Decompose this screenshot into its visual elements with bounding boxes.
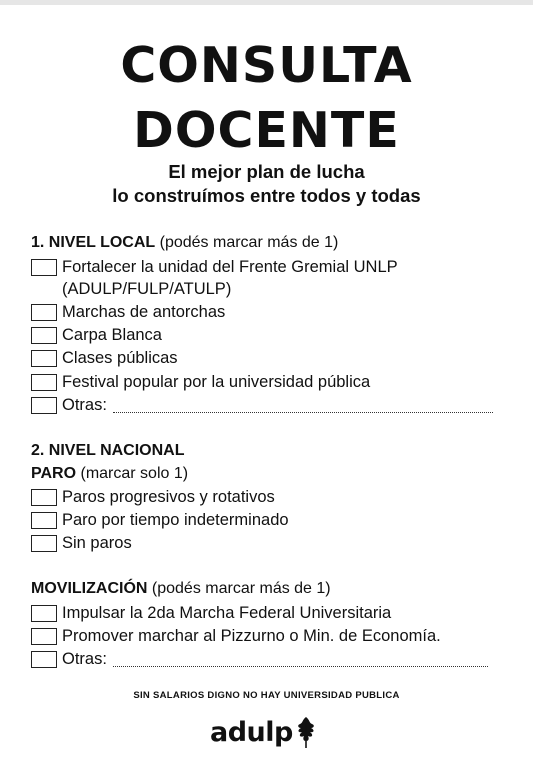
option-paro-3[interactable] — [31, 532, 132, 554]
section-local-heading — [31, 233, 338, 253]
option-local-2[interactable] — [31, 301, 225, 323]
title-line-2: DOCENTE — [133, 102, 400, 159]
option-local-1-continuation: (ADULP/FULP/ATULP) — [62, 280, 232, 298]
option-local-other[interactable] — [31, 394, 493, 416]
option-movilizacion-1[interactable] — [31, 602, 391, 624]
checkbox[interactable] — [31, 651, 57, 668]
checkbox[interactable] — [31, 259, 57, 276]
logo-text: adulp — [210, 716, 293, 748]
checkbox[interactable] — [31, 489, 57, 506]
option-local-3[interactable] — [31, 324, 162, 346]
fill-in-line[interactable] — [113, 652, 488, 667]
top-bar — [0, 0, 533, 5]
paro-note: (marcar solo 1) — [80, 465, 189, 482]
section-nacional-heading — [31, 441, 185, 461]
nacional-heading: 2. NIVEL NACIONAL — [31, 442, 185, 459]
footer-slogan: SIN SALARIOS DIGNO NO HAY UNIVERSIDAD PUBLICA — [133, 690, 400, 701]
checkbox[interactable] — [31, 535, 57, 552]
checkbox[interactable] — [31, 397, 57, 414]
option-local-4[interactable] — [31, 347, 178, 369]
movilizacion-heading-row — [31, 579, 331, 599]
checkbox[interactable] — [31, 512, 57, 529]
checkbox[interactable] — [31, 327, 57, 344]
movilizacion-heading: MOVILIZACIÓN — [31, 580, 148, 597]
subtitle-line-1: El mejor plan de lucha — [168, 161, 365, 182]
option-label: Promover marchar al Pizzurno o Min. de Economía. — [62, 626, 441, 645]
oak-leaf-icon — [294, 715, 318, 749]
option-label: Otras: — [62, 395, 107, 414]
option-movilizacion-other[interactable] — [31, 648, 488, 670]
local-note: (podés marcar más de 1) — [159, 234, 339, 251]
option-label: Sin paros — [62, 533, 132, 552]
option-movilizacion-2[interactable] — [31, 625, 441, 647]
paro-heading: PARO — [31, 465, 77, 482]
local-heading: 1. NIVEL LOCAL — [31, 234, 156, 251]
checkbox[interactable] — [31, 605, 57, 622]
option-label: Festival popular por la universidad pública — [62, 372, 371, 391]
adulp-logo — [210, 712, 318, 752]
option-local-1[interactable] — [31, 256, 398, 278]
checkbox[interactable] — [31, 304, 57, 321]
fill-in-line[interactable] — [113, 398, 493, 413]
option-label: Carpa Blanca — [62, 325, 162, 344]
option-paro-2[interactable] — [31, 509, 289, 531]
option-label: Paro por tiempo indeterminado — [62, 510, 289, 529]
option-label: Fortalecer la unidad del Frente Gremial UNLP — [62, 257, 398, 276]
checkbox[interactable] — [31, 628, 57, 645]
option-paro-1[interactable] — [31, 486, 275, 508]
option-label: Paros progresivos y rotativos — [62, 487, 275, 506]
paro-heading-row — [31, 464, 188, 484]
option-label: Clases públicas — [62, 348, 178, 367]
option-label: Marchas de antorchas — [62, 302, 226, 321]
option-label: Otras: — [62, 649, 107, 668]
option-label: Impulsar la 2da Marcha Federal Universitaria — [62, 603, 392, 622]
checkbox[interactable] — [31, 374, 57, 391]
subtitle-line-2: lo construímos entre todos y todas — [112, 185, 421, 206]
checkbox[interactable] — [31, 350, 57, 367]
title-line-1: CONSULTA — [120, 37, 413, 94]
option-local-5[interactable] — [31, 371, 370, 393]
movilizacion-note: (podés marcar más de 1) — [151, 580, 331, 597]
